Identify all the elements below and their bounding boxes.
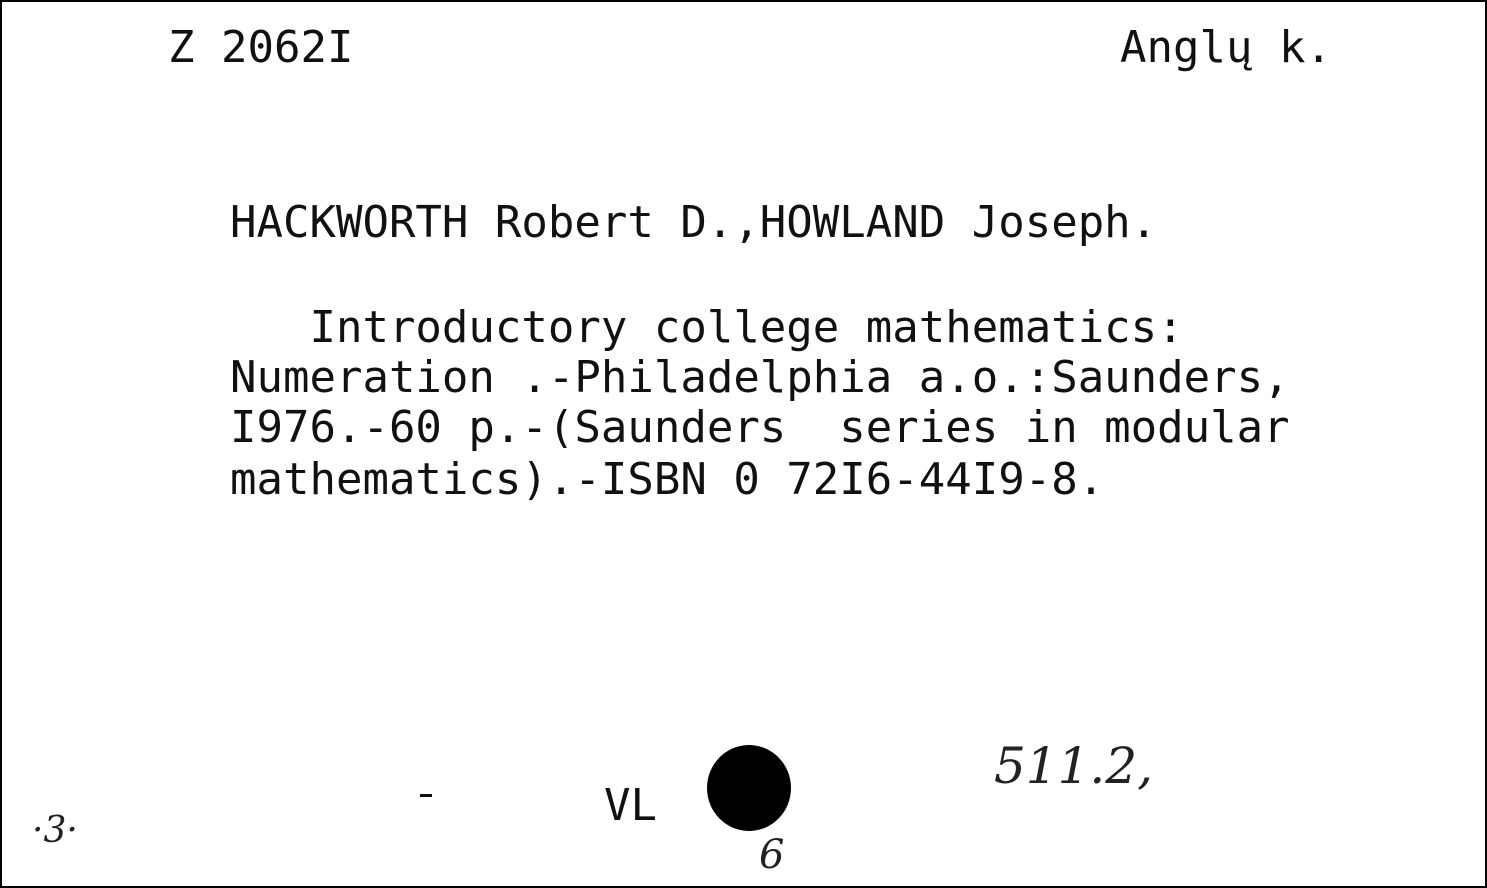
description-line: mathematics).-ISBN 0 72I6-44I9-8. [230, 454, 1105, 505]
description-line: I976.-60 p.-(Saunders series in modular [230, 402, 1290, 453]
small-dash-mark [420, 794, 432, 797]
black-dot-marker [707, 745, 791, 831]
handwritten-number: 6 [759, 832, 785, 878]
location-label: VL [604, 780, 657, 831]
handwritten-classification: 511.2, [994, 737, 1154, 795]
call-number: Z 2062I [168, 22, 354, 73]
language-label: Anglų k. [1120, 22, 1332, 73]
authors-heading: HACKWORTH Robert D.,HOWLAND Joseph. [230, 197, 1158, 248]
description-line: Numeration .-Philadelphia a.o.:Saunders, [230, 352, 1290, 403]
handwritten-corner-mark: ·3· [32, 810, 78, 851]
description-line: Introductory college mathematics: [230, 302, 1184, 353]
